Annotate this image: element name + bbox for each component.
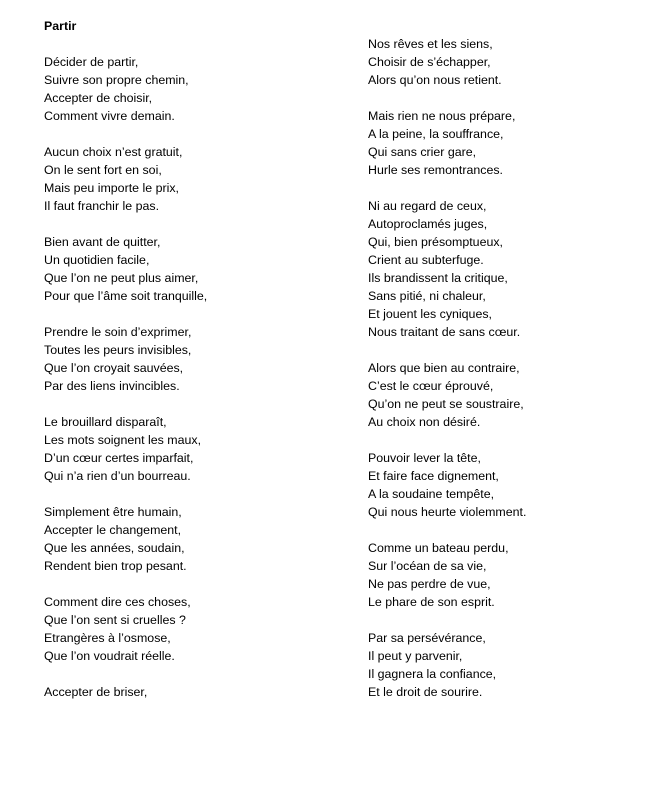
- poem-line: Les mots soignent les maux,: [44, 433, 202, 447]
- poem-line: Il peut y parvenir,: [368, 649, 463, 663]
- stanza: [368, 107, 663, 179]
- poem-line: Pour que l’âme soit tranquille,: [44, 289, 208, 303]
- poem-line: Etrangères à l’osmose,: [44, 631, 171, 645]
- poem-line: A la soudaine tempête,: [368, 487, 495, 501]
- poem-line: Crient au subterfuge.: [368, 253, 484, 267]
- poem-line: Qui sans crier gare,: [368, 145, 477, 159]
- poem-line: A la peine, la souffrance,: [368, 127, 504, 141]
- poem-line: Ni au regard de ceux,: [368, 199, 487, 213]
- poem-line: Alors que bien au contraire,: [368, 361, 520, 375]
- poem-line: Un quotidien facile,: [44, 253, 150, 267]
- poem-line: Accepter de choisir,: [44, 91, 153, 105]
- poem-line: Et jouent les cyniques,: [368, 307, 492, 321]
- stanza: [44, 143, 344, 215]
- poem-line: Décider de partir,: [44, 55, 139, 69]
- stanza: [368, 359, 663, 431]
- poem-line: Rendent bien trop pesant.: [44, 559, 187, 573]
- poem-line: Accepter de briser,: [44, 685, 148, 699]
- stanza: [44, 53, 344, 125]
- stanza: [44, 503, 344, 575]
- poem-line: Que l’on voudrait réelle.: [44, 649, 175, 663]
- stanza: [44, 593, 344, 665]
- poem-line: Mais rien ne nous prépare,: [368, 109, 516, 123]
- poem-line: D’un cœur certes imparfait,: [44, 451, 194, 465]
- poem-line: Par sa persévérance,: [368, 631, 486, 645]
- poem-title: Partir: [44, 19, 77, 33]
- poem-line: Qu’on ne peut se soustraire,: [368, 397, 524, 411]
- stanza: [44, 683, 344, 701]
- poem-line: Et le droit de sourire.: [368, 685, 483, 699]
- poem-line: Que l’on ne peut plus aimer,: [44, 271, 199, 285]
- poem-line: Ne pas perdre de vue,: [368, 577, 491, 591]
- stanza: [368, 539, 663, 611]
- poem-line: Suivre son propre chemin,: [44, 73, 189, 87]
- poem-line: Et faire face dignement,: [368, 469, 499, 483]
- poem-line: Pouvoir lever la tête,: [368, 451, 481, 465]
- poem-line: Hurle ses remontrances.: [368, 163, 503, 177]
- poem-line: Bien avant de quitter,: [44, 235, 161, 249]
- poem-line: Il gagnera la confiance,: [368, 667, 497, 681]
- poem-line: Qui nous heurte violemment.: [368, 505, 527, 519]
- poem-line: Choisir de s’échapper,: [368, 55, 491, 69]
- poem-line: Simplement être humain,: [44, 505, 182, 519]
- poem-line: Mais peu importe le prix,: [44, 181, 179, 195]
- poem-line: Que l’on croyait sauvées,: [44, 361, 184, 375]
- poem-line: Comment vivre demain.: [44, 109, 175, 123]
- poem-line: Sur l’océan de sa vie,: [368, 559, 487, 573]
- poem-line: Nos rêves et les siens,: [368, 37, 493, 51]
- stanza: [44, 323, 344, 395]
- poem-line: Sans pitié, ni chaleur,: [368, 289, 486, 303]
- poem-line: Que l’on sent si cruelles ?: [44, 613, 186, 627]
- poem-line: Le brouillard disparaît,: [44, 415, 167, 429]
- poem-line: Qui n’a rien d’un bourreau.: [44, 469, 191, 483]
- stanza: [44, 413, 344, 485]
- stanza: [368, 629, 663, 701]
- poem-line: Par des liens invincibles.: [44, 379, 180, 393]
- poem-line: Comment dire ces choses,: [44, 595, 191, 609]
- poem-line: Au choix non désiré.: [368, 415, 481, 429]
- stanza: [44, 233, 344, 305]
- poem-line: Il faut franchir le pas.: [44, 199, 160, 213]
- poem-line: Autoproclamés juges,: [368, 217, 488, 231]
- poem-line: Le phare de son esprit.: [368, 595, 495, 609]
- poem-line: Comme un bateau perdu,: [368, 541, 509, 555]
- poem-line: Accepter le changement,: [44, 523, 182, 537]
- poem-line: C’est le cœur éprouvé,: [368, 379, 494, 393]
- poem-line: Prendre le soin d’exprimer,: [44, 325, 192, 339]
- poem-line: Nous traitant de sans cœur.: [368, 325, 521, 339]
- stanza: [368, 197, 663, 341]
- stanza: [368, 449, 663, 521]
- poem-line: Aucun choix n’est gratuit,: [44, 145, 183, 159]
- poem-line: Alors qu’on nous retient.: [368, 73, 502, 87]
- poem-line: On le sent fort en soi,: [44, 163, 162, 177]
- poem-line: Qui, bien présomptueux,: [368, 235, 503, 249]
- stanza: [368, 35, 663, 89]
- poem-line: Que les années, soudain,: [44, 541, 185, 555]
- poem-line: Ils brandissent la critique,: [368, 271, 508, 285]
- poem-left-column: [44, 53, 344, 719]
- poem-right-column: [368, 35, 663, 719]
- poem-line: Toutes les peurs invisibles,: [44, 343, 192, 357]
